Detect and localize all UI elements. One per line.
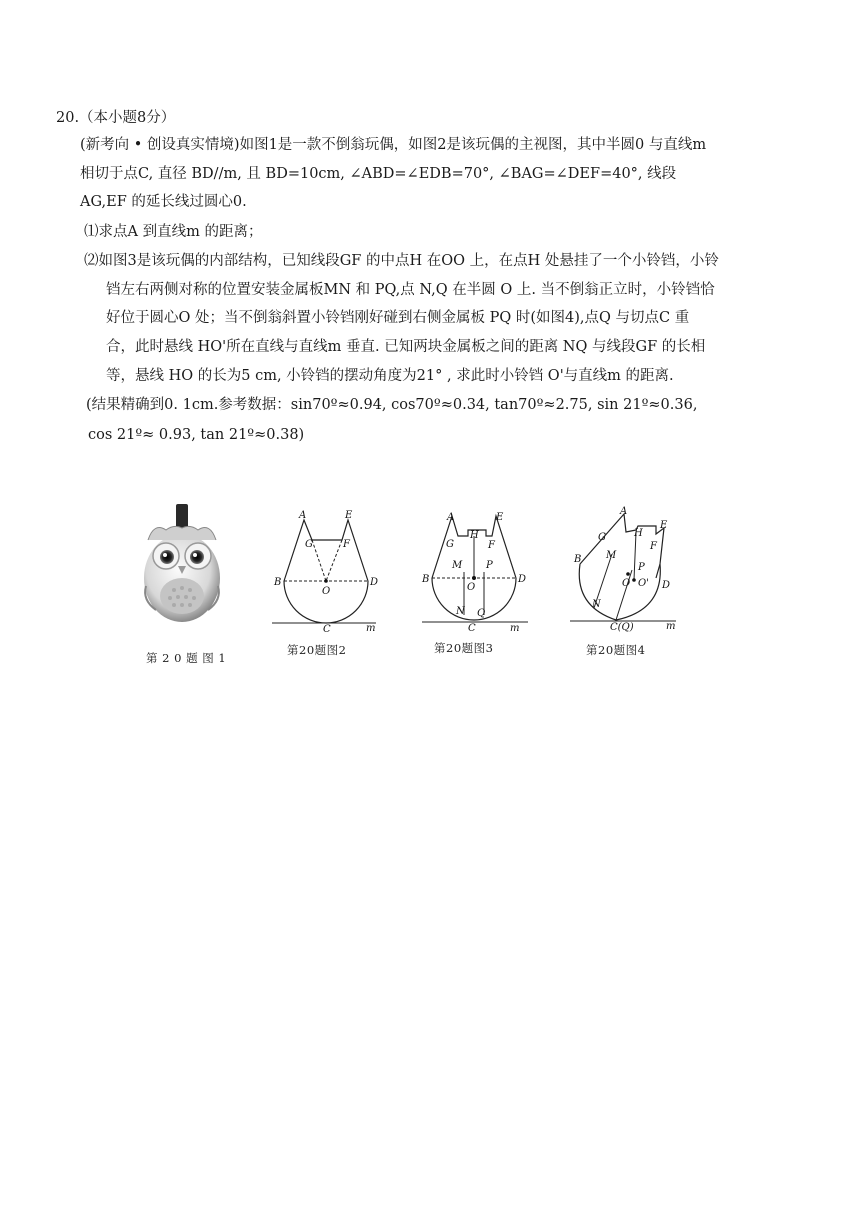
figure-3-caption: 第20题图3 xyxy=(434,641,494,655)
figure-4-caption: 第20题图4 xyxy=(586,643,646,657)
fig2-label-F: F xyxy=(343,539,350,550)
fig3-label-N: N xyxy=(456,606,465,617)
problem-line-2: 相切于点C, 直径 BD//m, 且 BD=10cm, ∠ABD=∠EDB=70°, ∠BAG=∠DEF=40°, 线段 xyxy=(80,166,677,182)
problem-line-5: ⑵如图3是该玩偶的内部结构，已知线段GF 的中点H 在OO 上，在点H 处悬挂了一个小铃铛，小铃 xyxy=(84,253,719,269)
fig3-label-B: B xyxy=(422,574,430,585)
fig4-label-N: N xyxy=(592,599,601,610)
fig3-label-E: E xyxy=(496,512,504,523)
fig4-label-E: E xyxy=(660,520,668,531)
fig2-label-G: G xyxy=(305,539,313,550)
fig4-label-CQ: C(Q) xyxy=(610,622,634,633)
problem-line-10: (结果精确到0. 1cm.参考数据：sin70º≈0.94, cos70º≈0.34, tan70º≈2.75, sin 21º≈0.36, xyxy=(86,397,698,413)
problem-line-3: AG,EF 的延长线过圆心0. xyxy=(80,194,247,210)
fig2-label-E: E xyxy=(345,510,353,521)
fig4-label-O: O xyxy=(622,578,631,589)
fig4-label-P: P xyxy=(638,562,645,573)
fig4-label-M: M xyxy=(606,550,617,561)
fig4-label-m: m xyxy=(666,621,676,632)
fig4-label-D: D xyxy=(662,580,671,591)
fig3-label-G: G xyxy=(446,539,454,550)
figure-2-caption: 第20题图2 xyxy=(287,643,347,657)
problem-line-9: 等，悬线 HO 的长为5 cm, 小铃铛的摆动角度为21° , 求此时小铃铛 O'与直线m 的距离. xyxy=(106,368,674,384)
fig3-label-C: C xyxy=(468,623,476,634)
problem-line-7: 好位于圆心O 处；当不倒翁斜置小铃铛刚好碰到右侧金属板 PQ 时(如图4),点Q 与切点C 重 xyxy=(106,310,690,326)
problem-line-11: cos 21º≈ 0.93, tan 21º≈0.38) xyxy=(88,427,305,443)
fig4-label-O-prime: O' xyxy=(638,578,649,589)
fig3-label-Q: Q xyxy=(477,608,486,619)
problem-line-8: 合，此时悬线 HO'所在直线与直线m 垂直. 已知两块金属板之间的距离 NQ 与线段GF 的长相 xyxy=(106,339,706,355)
fig3-label-A: A xyxy=(447,512,455,523)
fig2-label-B: B xyxy=(274,577,282,588)
fig4-label-H: H xyxy=(634,528,643,539)
fig3-label-P: P xyxy=(486,560,493,571)
fig4-label-A: A xyxy=(620,506,628,517)
fig4-label-B: B xyxy=(574,554,582,565)
figure-1-owl-photo xyxy=(138,500,224,628)
problem-line-1: (新考向 • 创设真实情境)如图1是一款不倒翁玩偶，如图2是该玩偶的主视图，其中半圆0 与直线m xyxy=(80,137,707,153)
fig3-label-D: D xyxy=(518,574,527,585)
figure-3-internal-structure xyxy=(420,508,530,632)
fig2-label-C: C xyxy=(323,624,331,635)
fig3-label-m: m xyxy=(510,623,520,634)
figure-1-caption: 第 2 0 题 图 1 xyxy=(146,651,227,665)
fig4-label-F: F xyxy=(650,541,657,552)
fig2-label-m: m xyxy=(366,623,376,634)
fig2-label-O: O xyxy=(322,586,331,597)
fig4-label-G: G xyxy=(598,532,606,543)
problem-header: 20.（本小题8分） xyxy=(56,110,176,126)
fig2-label-D: D xyxy=(370,577,379,588)
fig3-label-M: M xyxy=(452,560,463,571)
fig2-label-A: A xyxy=(299,510,307,521)
problem-line-6: 铛左右两侧对称的位置安装金属板MN 和 PQ,点 N,Q 在半圆 O 上. 当不倒翁正立时，小铃铛恰 xyxy=(106,282,715,298)
problem-line-4: ⑴求点A 到直线m 的距离； xyxy=(84,224,263,240)
fig3-label-F: F xyxy=(488,540,495,551)
fig3-label-O: O xyxy=(467,582,476,593)
fig3-label-H: H xyxy=(470,530,479,541)
figure-4-tilted-view xyxy=(568,506,680,633)
figure-2-front-view xyxy=(268,508,379,635)
